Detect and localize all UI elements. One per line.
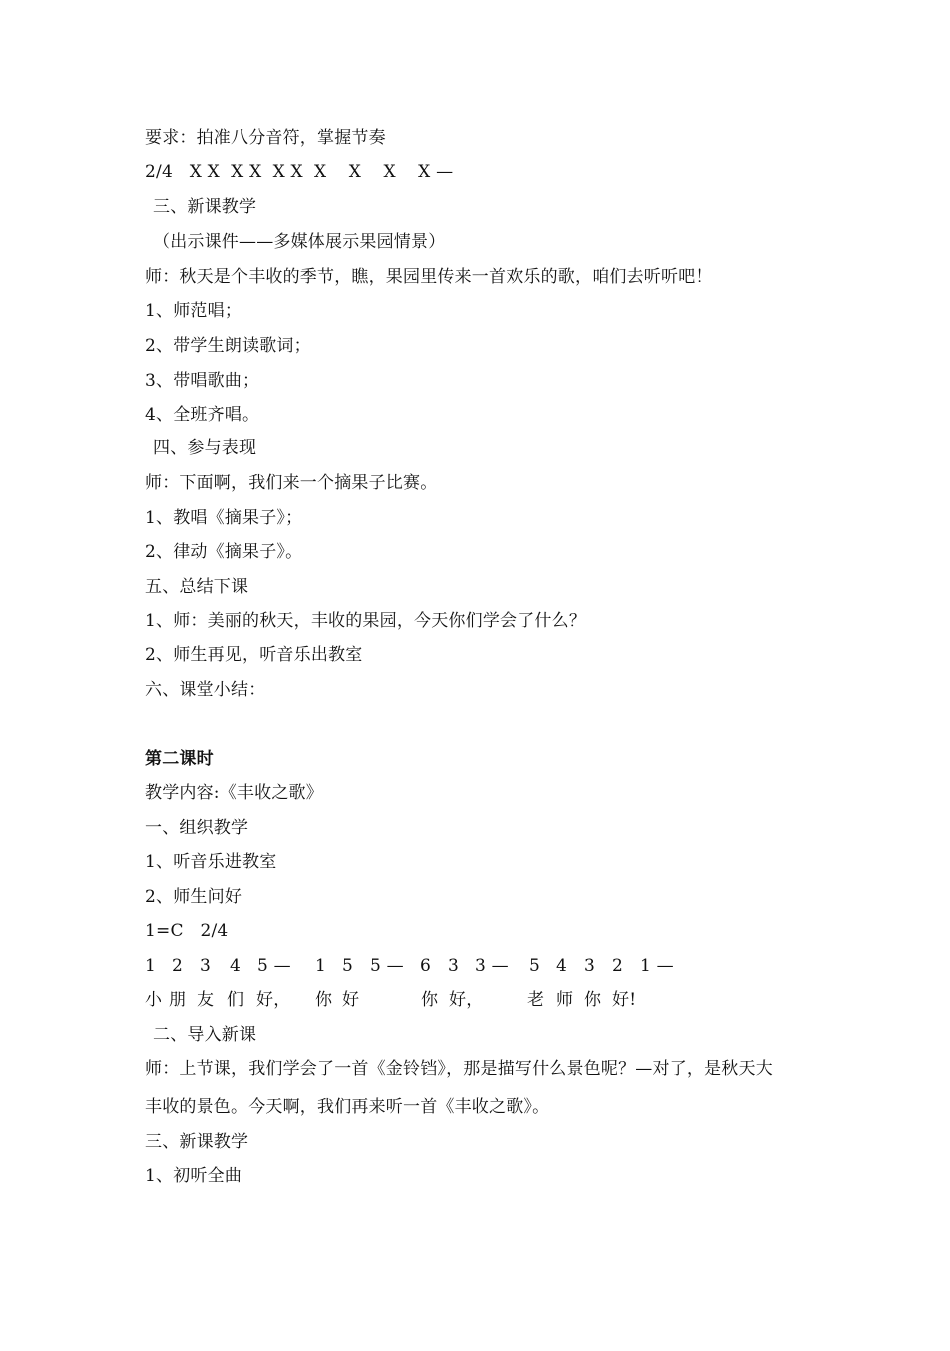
note: 4 bbox=[556, 956, 568, 976]
lyric: 老 bbox=[527, 990, 545, 1010]
teacher-line: 师：上节课，我们学会了一首《金铃铛》，那是描写什么景色呢？—对了，是秋天大 bbox=[145, 1059, 773, 1079]
lyric: 好， bbox=[449, 990, 484, 1010]
note: 5 — bbox=[370, 956, 404, 976]
lesson-title: 第二课时 bbox=[145, 749, 214, 769]
lyric: 你 bbox=[421, 990, 439, 1010]
section-heading: 三、新课教学 bbox=[145, 1132, 249, 1152]
list-item: 1、师：美丽的秋天，丰收的果园，今天你们学会了什么？ bbox=[145, 611, 587, 631]
notation-row bbox=[145, 955, 705, 977]
note: 3 bbox=[200, 956, 212, 976]
note: 2 bbox=[612, 956, 624, 976]
note: 1 bbox=[315, 956, 327, 976]
list-item: 1、教唱《摘果子》； bbox=[145, 508, 303, 528]
list-item: 2、师生再见，听音乐出教室 bbox=[145, 645, 363, 665]
teacher-line: 师：秋天是个丰收的季节，瞧，果园里传来一首欢乐的歌，咱们去听听吧！ bbox=[145, 267, 713, 287]
requirement-line: 要求：拍准八分音符，掌握节奏 bbox=[145, 128, 386, 148]
list-item: 2、师生问好 bbox=[145, 887, 243, 907]
courseware-note: （出示课件——多媒体展示果园情景） bbox=[153, 232, 446, 252]
note: 1 — bbox=[640, 956, 674, 976]
section-heading: 二、导入新课 bbox=[153, 1025, 257, 1045]
note: 5 bbox=[342, 956, 354, 976]
lyric: 师 bbox=[556, 990, 574, 1010]
lesson-content: 教学内容:《丰收之歌》 bbox=[145, 783, 323, 803]
list-item: 1、听音乐进教室 bbox=[145, 852, 277, 872]
teacher-line: 师：下面啊，我们来一个摘果子比赛。 bbox=[145, 473, 438, 493]
rhythm-line: 2/4 X X X X X X X X X X — bbox=[145, 162, 454, 182]
note: 5 — bbox=[257, 956, 291, 976]
note: 6 bbox=[420, 956, 432, 976]
lyric: 好， bbox=[256, 990, 291, 1010]
section-heading: 五、总结下课 bbox=[145, 577, 249, 597]
lyric: 你 bbox=[584, 990, 602, 1010]
lyric: 们 bbox=[227, 990, 245, 1010]
note: 3 — bbox=[475, 956, 509, 976]
teacher-line: 丰收的景色。今天啊，我们再来听一首《丰收之歌》。 bbox=[145, 1097, 550, 1117]
note: 1 bbox=[145, 956, 157, 976]
key-signature: 1=C 2/4 bbox=[145, 921, 229, 941]
list-item: 3、带唱歌曲； bbox=[145, 371, 260, 391]
list-item: 2、律动《摘果子》。 bbox=[145, 542, 303, 562]
list-item: 1、师范唱； bbox=[145, 301, 243, 321]
section-heading: 一、组织教学 bbox=[145, 818, 249, 838]
section-heading: 六、课堂小结： bbox=[145, 680, 266, 700]
lyric: 小 bbox=[145, 990, 163, 1010]
lyric: 好 bbox=[342, 990, 360, 1010]
lyric: 你 bbox=[315, 990, 333, 1010]
note: 3 bbox=[584, 956, 596, 976]
lyrics-row bbox=[145, 989, 705, 1011]
section-heading: 三、新课教学 bbox=[153, 197, 257, 217]
list-item: 2、带学生朗读歌词； bbox=[145, 336, 311, 356]
lyric: 友 bbox=[197, 990, 215, 1010]
note: 4 bbox=[230, 956, 242, 976]
list-item: 1、初听全曲 bbox=[145, 1166, 243, 1186]
section-heading: 四、参与表现 bbox=[153, 438, 257, 458]
list-item: 4、全班齐唱。 bbox=[145, 405, 260, 425]
note: 2 bbox=[172, 956, 184, 976]
lyric: 朋 bbox=[169, 990, 187, 1010]
note: 5 bbox=[529, 956, 541, 976]
note: 3 bbox=[448, 956, 460, 976]
lyric: 好! bbox=[612, 990, 637, 1010]
